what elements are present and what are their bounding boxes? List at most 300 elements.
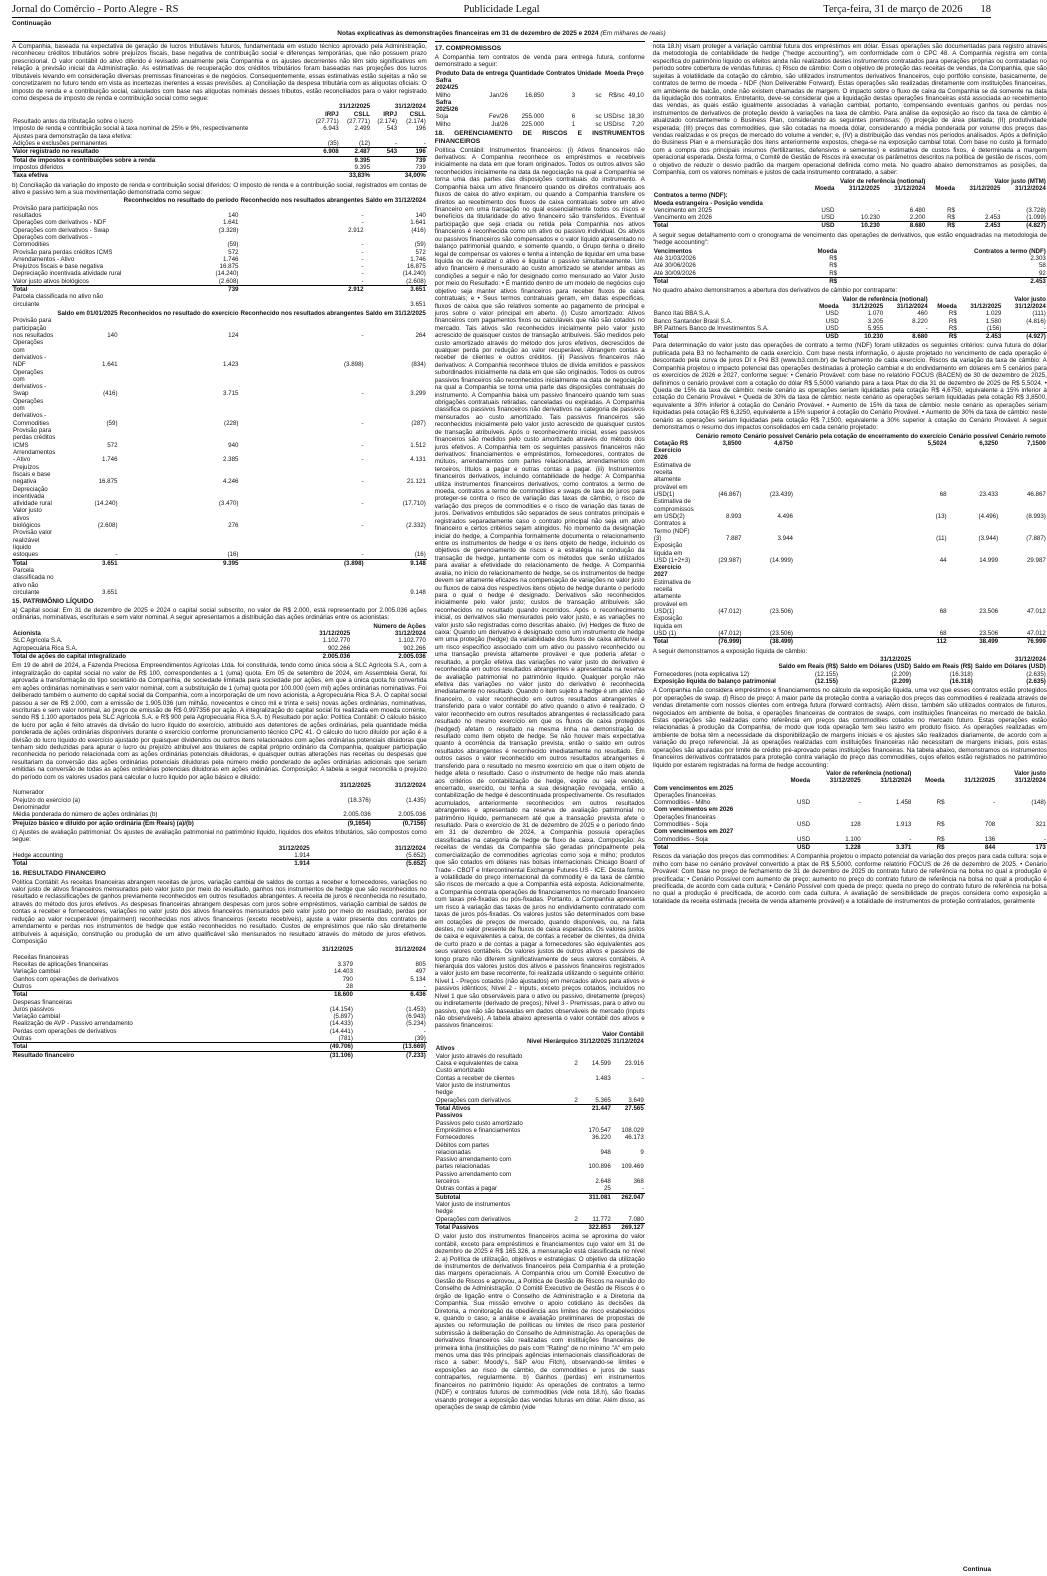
cell-value: (18.376) xyxy=(347,796,371,804)
cell-value xyxy=(239,293,364,308)
table-row xyxy=(12,1013,427,1020)
cell-value: 2.005.036 xyxy=(343,811,371,819)
row-label: Com vencimentos em 2027 xyxy=(653,828,734,836)
cell-value xyxy=(912,792,945,799)
column-header: Moeda xyxy=(924,777,945,785)
table-row xyxy=(435,121,645,128)
cell-value: 948 xyxy=(600,1148,611,1156)
table-row xyxy=(12,1020,427,1027)
row-label: Soja xyxy=(435,113,449,121)
table-row xyxy=(12,339,427,368)
cell-value xyxy=(1001,200,1046,207)
cell-value: 196 xyxy=(415,125,426,133)
row-label: Prejuízo do exercício (a) xyxy=(13,796,81,804)
row-label: Total xyxy=(653,277,777,285)
cell-value: - xyxy=(641,1074,644,1082)
cell-value: 124 xyxy=(228,331,239,339)
column-header: 31/12/2024 xyxy=(1014,302,1046,310)
column-header: 31/12/2024 xyxy=(394,946,426,954)
table-group-header: Valor de referência (notional) xyxy=(842,295,928,303)
table-row xyxy=(435,1156,645,1171)
row-label: Juros passivos xyxy=(13,1005,54,1013)
table-row xyxy=(12,148,427,156)
cell-value: (5.652) xyxy=(311,860,427,868)
column-header: 31/12/2025 xyxy=(970,302,1002,310)
row-label: Total Ativos xyxy=(435,1104,526,1112)
table-row xyxy=(653,262,1047,269)
row-label: Total xyxy=(12,991,281,999)
table-row xyxy=(12,133,427,140)
table-row xyxy=(435,1185,645,1193)
table-row xyxy=(12,219,427,226)
cell-value: 1.102.770 xyxy=(322,637,351,645)
cell-value: 8.680 xyxy=(884,333,928,341)
table-row xyxy=(12,369,427,398)
column-header: 4,6750 xyxy=(774,439,793,447)
table-row xyxy=(12,991,427,999)
fx-scenarios-paragraph: Para determinação do valor justo das operações de contrato a termo (NDF) foram utilizados os seguintes critérios: curva futura do dólar publicada pela B3 no fechamento de cada exercício. Com base nesta informação, o ajuste projetado no vencimento de cada operação é descontado pela curva de juros DI x Pré B3 (www.b3.com.br) de fechamento de cada exercício. Riscos da variação da taxa de câmbio: A Companhia projetou o impacto potencial das operações destinadas à proteção cambial e do endividamento em dólares em 5 cenários para os exercícios de 2026 e 2027, conforme segue: • Cenário Provável: com base no relatório FOCUS (BACEN) de 30 de dezembro de 2025, definimos o cenário provável com a cotação do dólar R$ 5,5000 variando para a taxa Ptax do dia 31 de dezembro de 2025 de R$ 5,5024. • Queda de 15% da taxa de câmbio: neste cenário as operações seriam liquidadas pela cotação R$ 4,6750, equivalente a 15% inferior à cotação do Cenário Provável. • Queda de 30% da taxa de câmbio: neste cenário as operações seriam liquidadas pela cotação R$ 3,8500, equivalente a 30% inferior à cotação do Cenário Provável. • Aumento de 15% da taxa de câmbio: neste cenário as operações seriam liquidadas pela cotação R$ 6,3250, equivalente a 15% superior à cotação do Cenário Provável. • Aumento de 30% da taxa de câmbio: neste cenário as operações seriam liquidadas pela cotação R$ 7,1500, equivalente a 30% superior à cotação do Cenário Provável. A seguir demonstramos o resumo dos impactos consolidados em cada cenário projetado: xyxy=(652,342,1047,432)
row-label: Estimativa de receita altamente provável em USD(1) xyxy=(653,578,691,616)
cell-value xyxy=(835,200,880,207)
cell-value: sc xyxy=(595,91,602,99)
cell-value: 1.100 xyxy=(845,835,861,843)
cell-value xyxy=(996,792,1047,799)
row-label: Arrendamentos - Ativo xyxy=(13,448,56,464)
cell-value: 47.012 xyxy=(1026,629,1046,637)
table-row xyxy=(653,799,1047,806)
table-row xyxy=(12,156,427,164)
cell-value xyxy=(579,1201,612,1216)
cell-value: 76.999 xyxy=(999,638,1047,646)
cell-value xyxy=(806,192,836,199)
maturity-schedule-table xyxy=(653,248,1047,286)
cell-value: 322.853 xyxy=(579,1223,612,1231)
cell-value: R$ xyxy=(948,310,957,318)
table-row xyxy=(12,249,427,256)
cell-value: 3.651 xyxy=(102,588,118,596)
column-header: Preço xyxy=(626,69,644,77)
cell-value: 1.458 xyxy=(895,799,912,807)
row-label: Resultado antes da tributação sobre o lucro xyxy=(13,118,133,125)
cell-value: R$ xyxy=(948,317,957,325)
cell-value xyxy=(946,806,997,813)
cell-value: - xyxy=(993,799,996,807)
row-label: Provisão valor realizável líquido estoques xyxy=(13,529,53,559)
table-group-header: Valor Contábil xyxy=(602,1030,644,1038)
cell-value xyxy=(862,828,913,835)
row-label: Contratos a Termo (NDF)(3) xyxy=(653,520,690,542)
cell-value xyxy=(612,1067,645,1074)
cell-value: (2.635) xyxy=(1026,670,1046,678)
cell-value: (14.433) xyxy=(329,1020,353,1028)
table-group-header: Valor justo (MTM) xyxy=(994,177,1046,185)
cell-value xyxy=(956,200,1001,207)
cell-value xyxy=(626,99,645,114)
cell-value: (2.332) xyxy=(406,522,426,530)
cell-value: 1.746 xyxy=(223,255,239,263)
row-label: Empréstimos e financiamentos xyxy=(435,1126,521,1134)
cell-value: (59) xyxy=(227,241,239,249)
cell-value: (1.435) xyxy=(406,796,426,804)
cell-value xyxy=(912,806,945,813)
row-label: Milho xyxy=(435,120,451,128)
cell-value xyxy=(695,447,743,462)
row-label: Valor justo de instrumentos hedge xyxy=(435,1082,511,1097)
cell-value: USD xyxy=(825,317,839,325)
cell-value: 16.850 xyxy=(525,91,544,99)
column-header: 31/12/2025 xyxy=(852,302,884,310)
cell-value: 7.080 xyxy=(628,1215,644,1223)
cell-value: (2.635) xyxy=(1026,677,1046,685)
cell-value: 136 xyxy=(984,835,996,843)
cell-value xyxy=(948,447,1000,462)
cell-value: 109.469 xyxy=(621,1163,644,1171)
table-row xyxy=(435,1120,645,1127)
table-row xyxy=(12,398,427,427)
table-row xyxy=(653,792,1047,799)
commitments-paragraph: A Companhia tem contratos de venda para entrega futura, conforme demonstrado a seguir: xyxy=(434,53,645,69)
row-label: Valor justo através do resultado xyxy=(435,1052,523,1060)
cell-value: (59) xyxy=(414,241,426,249)
cell-value: (4.816) xyxy=(1026,317,1046,325)
table-header-row xyxy=(435,70,645,77)
column-header: Reconhecido nos resultados abrangentes xyxy=(240,310,364,318)
price-risk-paragraph: A Companhia não considera empréstimos e financiamentos no cálculo da exposição líquida, uma vez que esses contratos estão protegidos por operações de swap. d) Risco de preço: A maior parte da proteção contra a variação dos preços das commodities é realizada através de vendas diretamente com nossos clientes com entrega futura (forward contracts). Além disso, também são utilizados contratos de futuros, negociados em ambiente de bolsa, e operações financeiras de contratos de swaps, com instituições financeiras no mercado de balcão. Estas operações são realizadas como referência em preços das commodities cotados no mercado futuro. Estas operações estão relacionadas à produção da Companhia, de modo que toda operação tem seu lastro em produto físico. As operações realizadas em ambiente de bolsa têm a necessidade da disponibilização de margens iniciais e os ajustes são realizados diariamente, de acordo com a variação do preço referencial. Já as operações realizadas com instituições financeiras não necessitam de margens iniciais, pois estas operações são apuradas por limite de crédito pré-aprovado pelas instituições financeiras. Na tabela abaixo, demonstramos os instrumentos financeiros derivativos contratados para proteção contra variação do preço das commodities, cujos efeitos estão registrados no patrimônio líquido por estarem registradas na forma de hedge accounting: xyxy=(652,687,1047,769)
column-header: Cenário possível xyxy=(948,432,999,440)
row-label: Custo amortizado xyxy=(435,1067,485,1075)
cell-value: 16.875 xyxy=(98,478,118,486)
row-label: Operações com derivativos - Swap xyxy=(13,226,109,234)
cell-value xyxy=(742,447,794,462)
column-header xyxy=(12,845,195,852)
cell-value: 739 xyxy=(415,163,426,171)
column-header xyxy=(12,197,123,204)
cell-value: USD xyxy=(825,324,839,332)
cell-value: (416) xyxy=(411,226,426,234)
cell-value xyxy=(811,785,862,792)
cell-value: 18.600 xyxy=(281,991,354,999)
cell-value xyxy=(526,1134,579,1141)
cell-value xyxy=(526,1171,579,1186)
table-header-row xyxy=(12,782,427,789)
cell-value xyxy=(281,999,354,1006)
cell-value xyxy=(1001,192,1046,199)
table-row xyxy=(435,1082,645,1097)
cell-value: - xyxy=(925,324,928,332)
cell-value: R$ xyxy=(829,262,838,270)
cell-value: 902.266 xyxy=(327,644,351,652)
cell-value: - xyxy=(361,441,364,449)
table-row xyxy=(653,498,1047,520)
cell-value: - xyxy=(909,835,912,843)
column-header: Moeda xyxy=(790,777,811,785)
table-row xyxy=(12,227,427,234)
row-label: Fornecedores (nota explicativa 12) xyxy=(653,670,750,678)
cell-value: 34,00% xyxy=(398,172,427,180)
cell-value: (834) xyxy=(411,361,426,369)
column-header: Vencimentos xyxy=(653,247,692,255)
table-header-row xyxy=(435,1038,645,1045)
cell-value: (27.771) xyxy=(315,118,339,125)
table-group-header: Valor de referência (notional) xyxy=(839,177,926,185)
row-label: Taxa efetiva xyxy=(12,172,308,180)
table-header-row xyxy=(653,303,1047,310)
row-label: Milho xyxy=(435,91,451,99)
table-header-row xyxy=(12,197,427,204)
table-row xyxy=(12,164,427,172)
cell-value xyxy=(946,792,997,799)
earnings-per-share-paragraph: Em 19 de abril de 2024, a Fazenda Preciosa Empreendimentos Agrícolas Ltda. foi constituída, tendo como única sócia a SLC Agrícola S.A., com a integralização do capital social no valor de R$ 100, correspondentes a 1 (uma) quota. Em 05 de setembro de 2024, em Assembleia Geral, foi aprovada a transformação do tipo societário da Companhia, de sociedade limitada para sociedade por ações, em que a única quota foi convertida em ações ordinárias nominativas e sem valor nominal, com a substituição de 1 (uma) quota por 100.000 (cem mil) ações ordinárias nominativas. Foi deliberado também o aumento do capital social da Companhia, com a incorporação de um novo acionista, a Agropecuária Rica S.A. O capital social passou a ser de R$ 2.000, com a emissão de 1.905.036 (um milhão, novecentos e cinco mil e trinta e seis) novas ações ordinárias, nominativas, escriturais e sem valor nominal, ao preço de emissão de R$ 0,997356 por ação. A integralização do capital social foi realizada em moeda corrente, sendo R$ 1.100 aportados pela SLC Agrícola S.A. e R$ 900 pela Agropecuária Rica S.A. b) Resultado por ação: Política Contábil: O cálculo básico de lucro por ação é feito através da divisão do lucro líquido do exercício, atribuído aos detentores de ações ordinárias, pela quantidade média ponderada de ações ordinárias disponíveis durante o exercício conforme pronunciamento técnico CPC 41. O cálculo do lucro diluído por ação é a divisão do lucro líquido do exercício ajustado por quaisquer dividendos ou outros itens relacionados com ações ordinárias potenciais diluidoras que tenham sido deduzidas para apurar o lucro ou prejuízo atribuível aos titulares de capital próprio ordinário da Companhia, qualquer participação reconhecida no período relacionada com as ações ordinárias potenciais diluidoras, e quaisquer outras alterações nas receitas ou despesas que resultariam da conversão das ações ordinárias potenciais diluidoras pela número médio ponderado de ações ordinárias adicionais que seriam emitidas na conversão de todas as ações ordinárias potenciais diluidoras em ações ordinárias. Composição: A tabela a seguir reconcilia o prejuízo do período com os valores usados para calcular o lucro líquido por ação básico e diluído: xyxy=(12,662,427,781)
cell-value xyxy=(862,785,913,792)
row-label: Débitos com partes relacionadas xyxy=(435,1141,490,1156)
cell-value: (23.439) xyxy=(769,491,793,499)
cell-value: 9.148 xyxy=(365,559,427,567)
cell-value: (46.867) xyxy=(718,491,742,499)
cell-value xyxy=(579,1045,612,1052)
cell-value: 68 xyxy=(939,608,947,616)
table-row xyxy=(435,1075,645,1082)
table-row xyxy=(653,638,1047,646)
cell-value: 1 xyxy=(571,120,576,128)
page-number: 18 xyxy=(980,3,991,15)
table-row xyxy=(653,447,1047,462)
cell-value xyxy=(862,792,913,799)
table-row xyxy=(653,200,1047,207)
cell-value: (13.669) xyxy=(354,1043,427,1051)
cell-value: R$ xyxy=(912,844,945,852)
row-label: Valor justo de instrumentos hedge xyxy=(435,1201,511,1216)
table-row xyxy=(12,118,427,125)
column-1 xyxy=(12,41,427,1566)
row-label: Estimativa de compromissos em USD(2) xyxy=(653,498,694,520)
cell-value: 311.081 xyxy=(579,1193,612,1201)
table-row xyxy=(435,1060,645,1067)
row-label: Numerador xyxy=(13,789,44,797)
cell-value: 36.220 xyxy=(591,1134,611,1142)
cell-value xyxy=(778,806,811,813)
cell-value: 3.649 xyxy=(628,1096,644,1104)
cell-value: 4.496 xyxy=(777,512,793,520)
row-label: Com vencimentos em 2026 xyxy=(653,806,734,814)
cell-value xyxy=(778,792,811,799)
row-label: Operações com derivativos xyxy=(435,1215,511,1223)
table-row xyxy=(12,427,427,449)
cell-value xyxy=(946,785,997,792)
row-label: Passivo arrendamento com terceiros xyxy=(435,1170,512,1186)
table-header-row xyxy=(653,248,1047,255)
cell-value: 460 xyxy=(917,310,928,318)
column-header: Acionista xyxy=(13,630,41,638)
cell-value: R$ xyxy=(936,799,945,807)
table-row xyxy=(653,214,1047,222)
cell-value: 46.173 xyxy=(624,1134,644,1142)
row-label: Caixa e equivalentes de caixa xyxy=(435,1060,518,1068)
table-row xyxy=(435,77,645,92)
table-row xyxy=(12,270,427,277)
row-label: Até 31/03/2026 xyxy=(653,254,696,262)
cell-value: 112 xyxy=(794,638,948,646)
table-row xyxy=(12,645,427,653)
cell-value xyxy=(119,567,240,596)
table-row xyxy=(653,564,1047,579)
table-row xyxy=(12,1006,427,1013)
row-label: Outras xyxy=(13,1035,32,1043)
cell-value: R$ xyxy=(926,222,956,230)
cell-value: - xyxy=(361,263,364,271)
cell-value xyxy=(999,564,1047,579)
column-header: 31/12/2025 xyxy=(964,777,996,785)
table-row xyxy=(12,819,427,827)
cell-value: 49,10 xyxy=(628,91,644,99)
cell-value xyxy=(281,954,354,961)
cell-value: - xyxy=(361,241,364,249)
cell-value: - xyxy=(858,799,861,807)
row-label: Outros xyxy=(13,982,32,990)
row-label: Ajustes para demonstração da taxa efetiva: xyxy=(13,132,133,140)
row-label: Operações com derivativos - Commodities xyxy=(13,397,50,427)
row-label: Prejuízos fiscais e base negativa xyxy=(13,263,104,271)
cell-value: USD xyxy=(797,799,811,807)
table-row xyxy=(653,836,1047,844)
table-row xyxy=(12,293,427,308)
column-header: Reconhecidos no resultado do exercício xyxy=(119,310,239,318)
table-row xyxy=(12,968,427,975)
cell-value xyxy=(579,1067,612,1074)
commodity-scenarios-paragraph: Riscos da variação dos preços das commodities: A Companhia projetou o impacto potencial da variação dos preços para cada cultura: soja e milho com base no cenário provável convertido a ptax de R$ 5,5000, conforme relatório FOCUS de 26 de dezembro de 2025. • Cenário Provável: Com base no preço de fechamento de 31 de dezembro de 2025 do contrato futuro de referência na bolsa no qual a produção é precificada; • Cenário Possível com aumento de preço: aumento no preço do contrato futuro de referência na bolsa no qual a produção é precificada, de acordo com cada cultura; • Cenário Possível com queda de preço: queda no preço do contrato futuro de referência na bolsa no qual a produção é precificada, de acordo com cada cultura. A avaliação de sensibilidade de preços considera como exposição a totalidade da receita estimada (receita de venda altamente provável) e a totalidade de instrumentos de proteção contratados, geralmente xyxy=(652,853,1047,905)
cell-value: 128 xyxy=(850,821,861,829)
cell-value xyxy=(912,828,945,835)
cell-value: (2.174) xyxy=(406,118,426,125)
cell-value: 8.680 xyxy=(881,222,926,230)
cell-value: (14.240) xyxy=(94,500,118,508)
row-label: Exercício 2026 xyxy=(653,447,682,462)
cell-value xyxy=(579,1112,612,1119)
continues-label: Continua xyxy=(962,1566,991,1574)
cell-value xyxy=(398,133,427,140)
cell-value: 708 xyxy=(984,821,996,829)
column-header xyxy=(653,185,806,192)
table-row xyxy=(12,567,427,596)
cell-value: 170.547 xyxy=(588,1126,611,1134)
cell-value: USD/sc xyxy=(603,113,625,121)
cell-value: (16.318) xyxy=(949,677,973,685)
row-label: Total de impostos e contribuições sobre a renda xyxy=(12,156,308,164)
cell-value xyxy=(526,1120,579,1127)
cell-value xyxy=(526,1104,579,1112)
table-row xyxy=(12,860,427,868)
cell-value xyxy=(794,564,948,579)
cell-value: 2.912 xyxy=(348,226,364,234)
cell-value: 3.651 xyxy=(365,286,427,294)
cell-value: 6.436 xyxy=(354,991,427,999)
cell-value xyxy=(811,806,862,813)
cell-value: 2.499 xyxy=(354,125,371,133)
table-row xyxy=(12,529,427,559)
period-header: 31/12/2024 xyxy=(1014,656,1046,664)
table-row xyxy=(435,1142,645,1157)
cell-value: (156) xyxy=(986,324,1002,332)
row-label: Operações com derivativos - NDF xyxy=(13,219,107,227)
cell-value: (2.209) xyxy=(891,677,912,685)
column-header: Data de entrega xyxy=(461,69,508,77)
commitments-table xyxy=(435,70,645,129)
table-row xyxy=(12,125,427,132)
cell-value: 23.506 xyxy=(979,608,999,616)
cell-value: (3.470) xyxy=(218,500,239,508)
cell-value: (2.608) xyxy=(406,277,426,285)
cell-value: 140 xyxy=(415,211,426,219)
column-header xyxy=(12,946,281,953)
cell-value: 2.385 xyxy=(223,456,239,464)
fx-risk-paragraph: nota 18.h) visam proteger a variação cambial futura dos empréstimos em dólar. Essas operações são documentadas para registro através da metodologia de contabilidade de hedge ("hedge accounting"), em conformidade com o CPC 48. A Companhia registra em conta específica do patrimônio líquido os efeitos ainda não realizados destes instrumentos contratados para operações próprias ou contratadas no período sobre cobertura de vendas futuras. c) Risco de câmbio: Com o objetivo de proteção das receitas de vendas, da Companhia, que são sujeitas à volatilidade da cotação do câmbio, são utilizados instrumentos derivativos financeiros, cujo portfólio consiste, basicamente, de contratos de termo de moeda - NDF (Non Deliverable Forward). Estas operações são realizadas diretamente com instituições financeiras, em ambiente de balcão, onde não existem chamadas de margem. O impacto sobre o fluxo de caixa da Companhia se dá somente na data da liquidação dos contratos. Entretanto, deve-se considerar que a liquidação destas operações financeiras está associada ao recebimento das vendas, as quais estão igualmente associadas à variação cambial, portanto, compensando eventuais ganhos ou perdas nos instrumentos de derivativos de proteção devido à variações na taxa de câmbio. Para análise da exposição ao risco da taxa de câmbio é atualizado constantemente o Business Plan, considerando as seguintes premissas: (I) projeção de área plantada; (II) produtividade esperada; (III) preços das commodities, que são cotadas na moeda dólar, considerando a média ponderada por volume dos preços das vendas realizadas e os preços de mercado do volume a vender; e, (IV) a distribuição das vendas nos períodos analisados. Após a definição do Business Plan e a mensuração dos itens anteriormente expostos, chega-se na exposição cambial total. Com base no custo já formado com a compra dos principais insumos (fertilizantes, defensivos e sementes) e estimativa de custos fixos, é determinada a margem operacional esperada. Desta forma, o Comitê de Gestão de Riscos irá executar os parâmetros descritos na política de gestão de riscos, com o objetivo de reduzir o desvio padrão da margem operacional definida como meta. No quadro abaixo demonstramos as posições, da Companhia, com os valores nominais e justos de cada instrumento contratado, a saber: xyxy=(652,43,1047,177)
cell-value: R$ xyxy=(947,214,956,222)
row-label: Agropecuária Rica S.A. xyxy=(13,644,78,652)
cell-value xyxy=(545,99,576,114)
table-row xyxy=(435,1097,645,1105)
cell-value: (47.012) xyxy=(718,608,742,616)
cell-value: 1.029 xyxy=(985,310,1002,318)
table-group-header: Valor de referência (notional) xyxy=(826,769,912,777)
cell-value: 18,30 xyxy=(628,113,644,121)
cell-value xyxy=(526,1075,579,1082)
earnings-per-share-table xyxy=(12,782,427,827)
cell-value: 14.599 xyxy=(591,1060,611,1068)
row-label: Total xyxy=(12,286,123,294)
table-row xyxy=(653,270,1047,278)
cell-value xyxy=(999,447,1047,462)
table-row xyxy=(653,828,1047,835)
table-row xyxy=(653,579,1047,616)
shareholders-table xyxy=(12,623,427,661)
deferred-movement-paragraph: b) Conciliação da variação do imposto de renda e contribuição social diferidos: O imposto de renda e a contribuição social, registrados em contas de ativo e passivo tem a sua movimentação demonstrada como segue: xyxy=(12,181,427,196)
cell-value: 2.303 xyxy=(1030,254,1046,262)
table-group-header: Valor justo xyxy=(1014,295,1046,303)
cell-value: (4.496) xyxy=(978,512,999,520)
cell-value: 29.987 xyxy=(1026,556,1046,564)
table-row xyxy=(435,99,645,114)
table-row xyxy=(12,507,427,529)
cell-value: R$ xyxy=(777,277,838,285)
cell-value: 2 xyxy=(574,1060,578,1068)
cell-value xyxy=(862,814,913,821)
cell-value: 33,83% xyxy=(340,172,371,180)
cell-value: (16.318) xyxy=(949,670,973,678)
cell-value xyxy=(371,156,398,164)
cell-value: (111) xyxy=(1032,310,1046,318)
table-row xyxy=(12,999,427,1006)
cell-value: 11.772 xyxy=(592,1215,611,1223)
cell-value: R$/sc xyxy=(608,91,625,99)
cell-value: 6.943 xyxy=(323,125,339,133)
row-label: Operações financeiras xyxy=(653,813,716,821)
cell-value: 9.395 xyxy=(354,163,371,171)
cell-value: 1.102.770 xyxy=(398,637,426,645)
cell-value: (7.887) xyxy=(1026,534,1046,542)
cell-value: sc xyxy=(595,120,602,128)
table-row xyxy=(653,462,1047,499)
cell-value: (416) xyxy=(103,390,118,398)
table-row xyxy=(653,844,1047,852)
cell-value xyxy=(996,828,1047,835)
table-group-header: Número de Ações xyxy=(373,622,426,630)
cell-value: 3.299 xyxy=(410,390,426,398)
row-label: Safra 2025/26 xyxy=(435,98,459,114)
cell-value: 1.423 xyxy=(223,361,239,369)
table-row xyxy=(12,234,427,249)
cell-value: (14.999) xyxy=(769,556,793,564)
cell-value: 47.012 xyxy=(1026,608,1046,616)
column-header: 31/12/2025 xyxy=(848,184,880,192)
